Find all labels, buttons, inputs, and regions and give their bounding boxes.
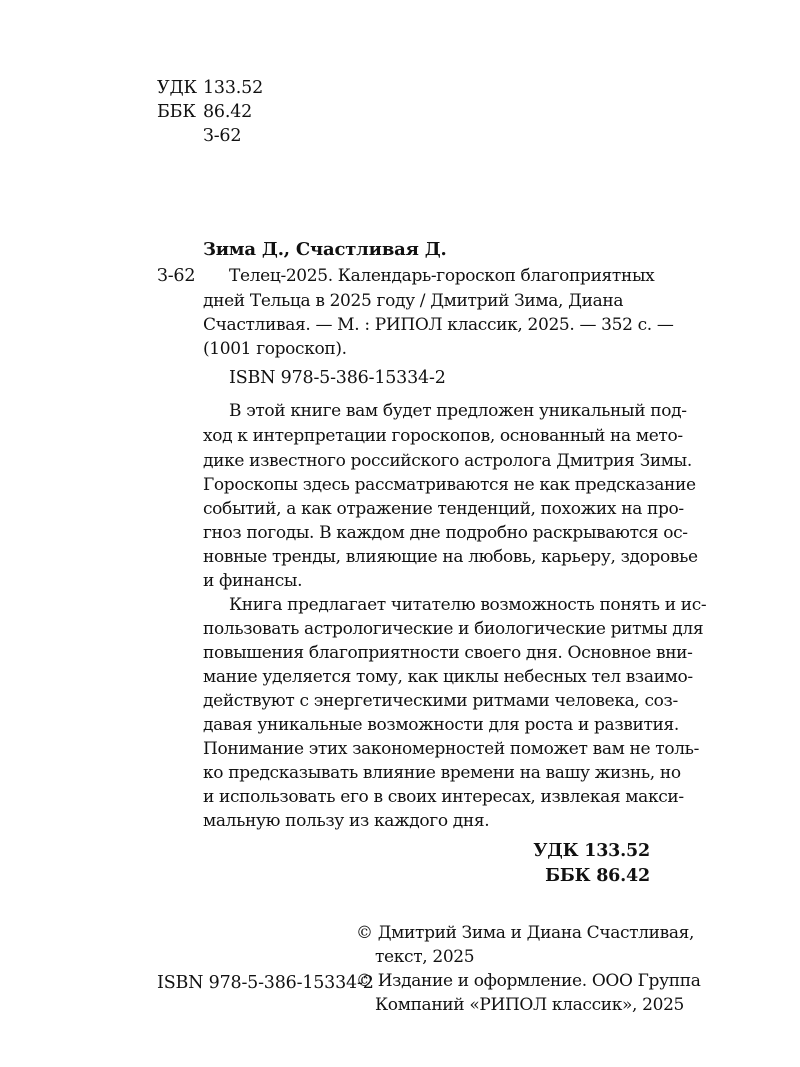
annotation-line: действуют с энергетическими ритмами человека, соз- — [203, 691, 678, 711]
annotation-line: мальную пользу из каждого дня. — [203, 811, 490, 831]
footer-isbn: ISBN 978-5-386-15334-2 — [157, 973, 374, 993]
author-mark-entry: З-62 — [157, 266, 196, 286]
annotation-line: давая уникальные возможности для роста и развития. — [203, 715, 679, 735]
annotation-line: Гороскопы здесь рассматриваются не как предсказание — [203, 475, 696, 495]
author-mark-top: З-62 — [203, 126, 242, 146]
copyright-line: Компаний «РИПОЛ классик», 2025 — [375, 995, 685, 1015]
bbk-label: ББК — [157, 102, 196, 122]
copyright-line: текст, 2025 — [375, 947, 475, 967]
annotation-line: новные тренды, влияющие на любовь, карьеру, здоровье — [203, 547, 698, 567]
annotation-line: мание уделяется тому, как циклы небесных тел взаимо- — [203, 667, 693, 687]
description-line: (1001 гороскоп). — [203, 339, 347, 359]
copyright-line: © Дмитрий Зима и Диана Счастливая, — [356, 923, 695, 943]
annotation-line: В этой книге вам будет предложен уникальный под- — [229, 401, 687, 421]
annotation-line: событий, а как отражение тенденций, похожих на про- — [203, 499, 684, 519]
udk-label: УДК — [157, 78, 197, 98]
udk-bold: УДК 133.52 — [533, 841, 650, 861]
annotation-line: и финансы. — [203, 571, 303, 591]
bbk-bold: ББК 86.42 — [545, 866, 650, 886]
annotation-line: ко предсказывать влияние времени на вашу жизнь, но — [203, 763, 681, 783]
description-line: дней Тельца в 2025 году / Дмитрий Зима, Диана — [203, 291, 624, 311]
bbk-value: 86.42 — [203, 102, 253, 122]
annotation-line: дике известного российского астролога Дмитрия Зимы. — [203, 451, 692, 471]
annotation-line: и использовать его в своих интересах, извлекая макси- — [203, 787, 684, 807]
annotation-line: ход к интерпретации гороскопов, основанный на мето- — [203, 426, 683, 446]
description-line: Телец-2025. Календарь-гороскоп благоприятных — [229, 266, 655, 286]
authors-heading: Зима Д., Счастливая Д. — [203, 239, 447, 260]
description-line: Счастливая. — М. : РИПОЛ классик, 2025. — 352 с. — — [203, 315, 674, 335]
udk-value: 133.52 — [203, 78, 264, 98]
annotation-line: Книга предлагает читателю возможность понять и ис- — [229, 595, 707, 615]
entry-isbn: ISBN 978-5-386-15334-2 — [229, 368, 446, 388]
annotation-line: Понимание этих закономерностей поможет вам не толь- — [203, 739, 699, 759]
copyright-line: © Издание и оформление. ООО Группа — [356, 971, 701, 991]
annotation-line: пользовать астрологические и биологические ритмы для — [203, 619, 704, 639]
annotation-line: гноз погоды. В каждом дне подробно раскрываются ос- — [203, 523, 688, 543]
annotation-line: повышения благоприятности своего дня. Основное вни- — [203, 643, 693, 663]
